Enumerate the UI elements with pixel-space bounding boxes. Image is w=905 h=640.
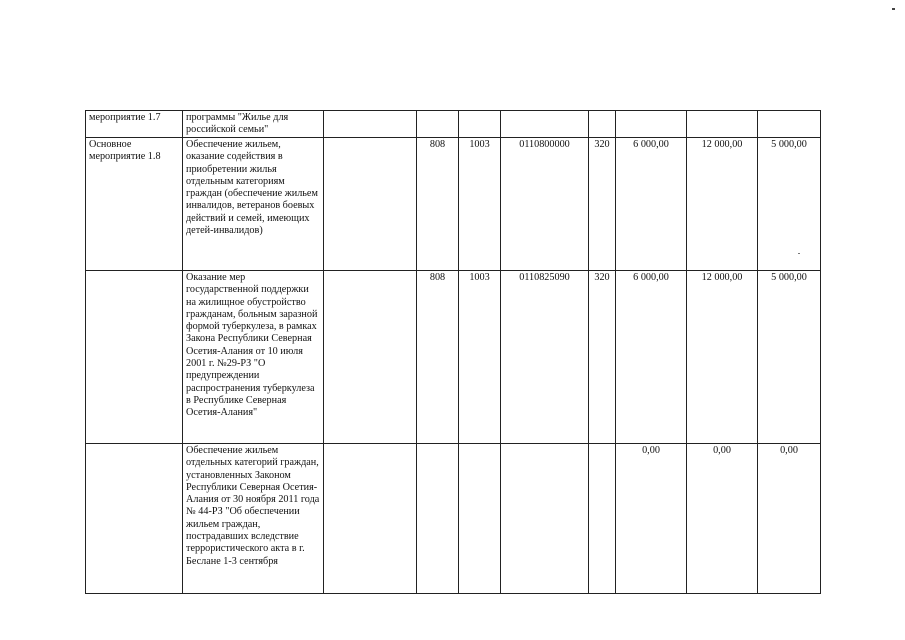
grbs-code-cell: 808 [417, 271, 459, 444]
table-row [86, 444, 821, 594]
amount-year1-cell: 6 000,00 [616, 271, 687, 444]
executor-cell [324, 444, 417, 594]
amount-year2-cell [687, 111, 758, 138]
measure-description-cell: программы "Жилье для российской семьи" [183, 111, 324, 138]
measure-name-cell: Основное мероприятие 1.8 [86, 138, 183, 271]
target-article-cell: 0110825090 [501, 271, 589, 444]
amount-year2-cell: 0,00 [687, 444, 758, 594]
expense-type-cell [589, 444, 616, 594]
measure-description-cell: Обеспечение жильем, оказание содействия в приобретении жилья отдельным категориям граждан (обеспечение жильем инвалидов, ветеранов боевых действий и семей, имеющих детей-инвалидов) [183, 138, 324, 271]
measure-name-cell [86, 271, 183, 444]
section-code-cell: 1003 [459, 138, 501, 271]
grbs-code-cell [417, 444, 459, 594]
amount-year2-cell: 12 000,00 [687, 138, 758, 271]
expense-type-cell [589, 111, 616, 138]
table-row [86, 111, 821, 138]
amount-year3-cell: 5 000,00 [758, 138, 821, 271]
measure-description-cell: Обеспечение жильем отдельных категорий граждан, установленных Законом Республики Северная Осетия-Алания от 30 ноября 2011 года № 44-РЗ "Об обеспечении жильем граждан, пострадавших вследствие террористического акта в г. Беслане 1-3 сентября [183, 444, 324, 594]
scan-speck [798, 253, 800, 254]
amount-year3-cell: 0,00 [758, 444, 821, 594]
measure-description-cell: Оказание мер государственной поддержки на жилищное обустройство гражданам, больным заразной формой туберкулеза, в рамках Закона Республики Северная Осетия-Алания от 10 июля 2001 г. №29-РЗ "О предупреждении распространения туберкулеза в Республике Северная Осетия-Алания" [183, 271, 324, 444]
amount-year1-cell: 6 000,00 [616, 138, 687, 271]
target-article-cell [501, 444, 589, 594]
section-code-cell: 1003 [459, 271, 501, 444]
amount-year2-cell: 12 000,00 [687, 271, 758, 444]
table-row [86, 138, 821, 271]
expense-type-cell: 320 [589, 271, 616, 444]
measure-name-cell [86, 444, 183, 594]
expense-type-cell: 320 [589, 138, 616, 271]
scan-speck [892, 8, 895, 10]
amount-year3-cell [758, 111, 821, 138]
amount-year1-cell: 0,00 [616, 444, 687, 594]
grbs-code-cell: 808 [417, 138, 459, 271]
section-code-cell [459, 111, 501, 138]
amount-year1-cell [616, 111, 687, 138]
measure-name-cell: мероприятие 1.7 [86, 111, 183, 138]
grbs-code-cell [417, 111, 459, 138]
section-code-cell [459, 444, 501, 594]
target-article-cell: 0110800000 [501, 138, 589, 271]
target-article-cell [501, 111, 589, 138]
budget-table [85, 110, 821, 594]
executor-cell [324, 111, 417, 138]
amount-year3-cell: 5 000,00 [758, 271, 821, 444]
executor-cell [324, 271, 417, 444]
executor-cell [324, 138, 417, 271]
table-row [86, 271, 821, 444]
